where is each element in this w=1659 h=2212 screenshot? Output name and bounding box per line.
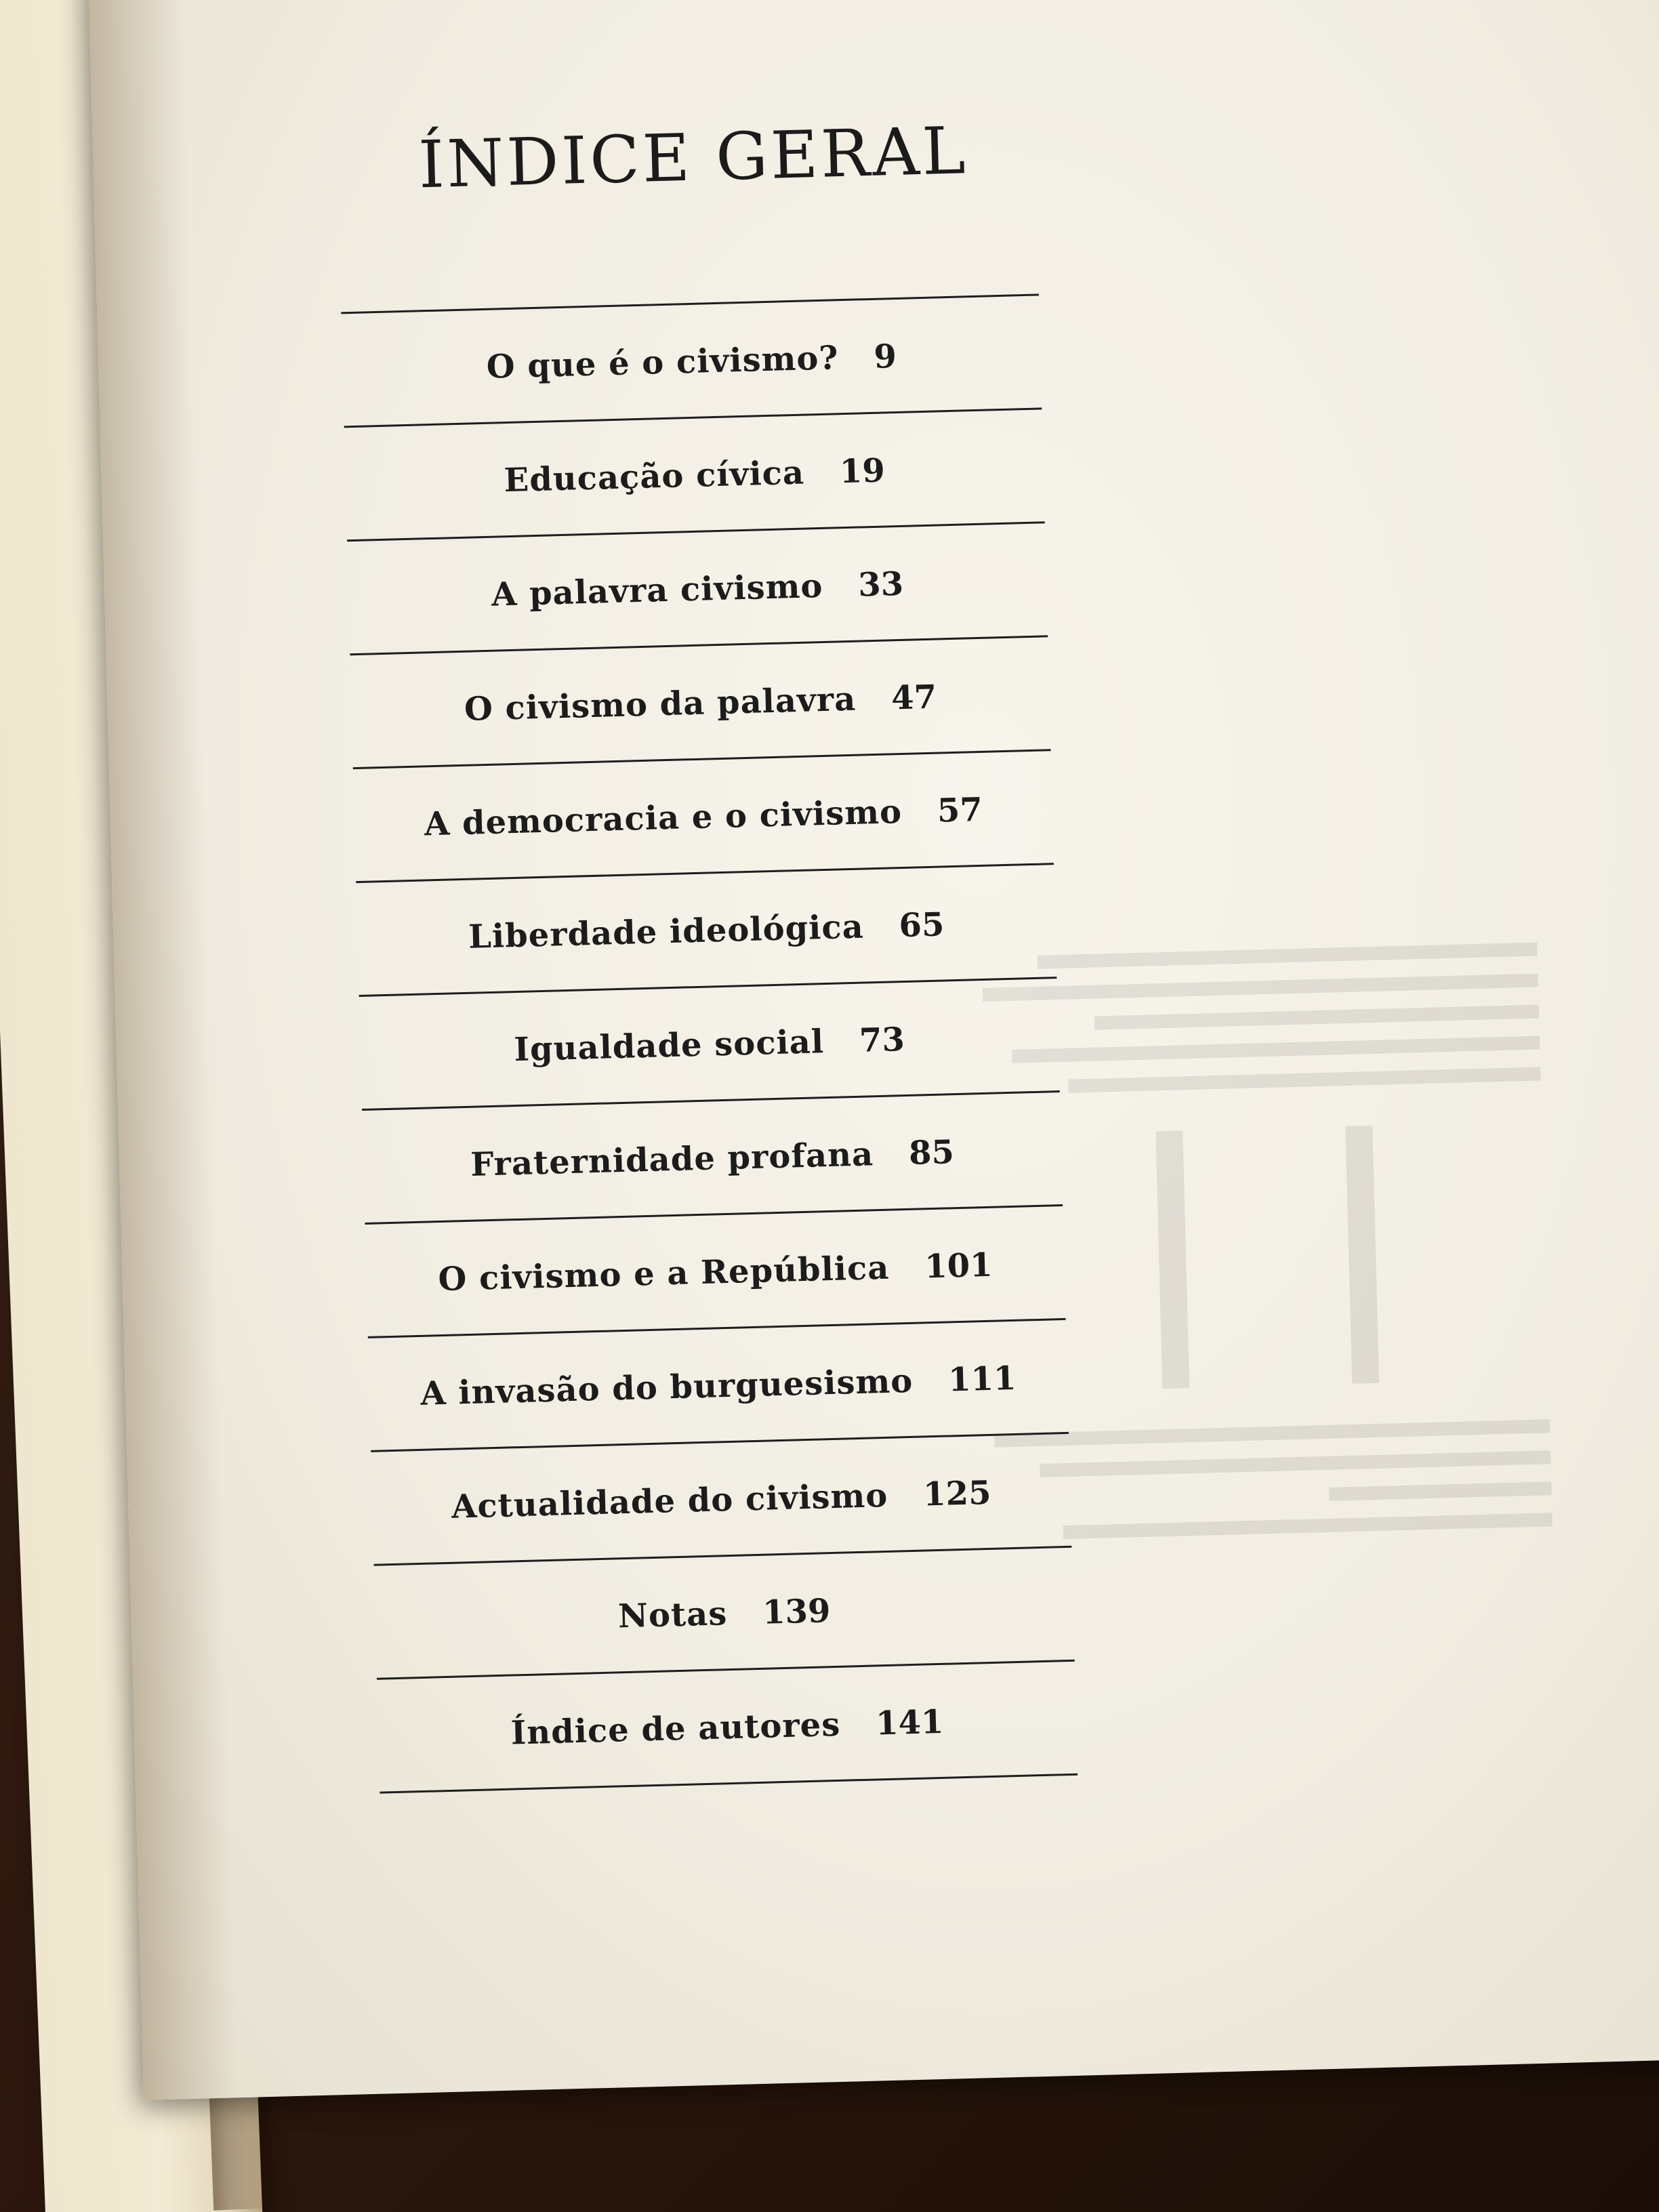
toc-entry-title: A democracia e o civismo [424,792,903,844]
toc-entry-page: 9 [873,337,897,376]
toc-entry [374,1548,1075,1680]
toc-entry [350,637,1050,769]
toc-entry-title: Liberdade ideológica [468,907,865,956]
toc-entry-title: O civismo e a República [437,1248,890,1299]
toc-entry-page: 111 [947,1359,1017,1399]
toc-entry [371,1434,1071,1566]
toc-entry-page: 65 [898,905,945,945]
toc-entry-title: O civismo da palavra [464,680,857,729]
page-title: ÍNDICE GERAL [417,112,969,203]
toc-entry-title: Índice de autores [510,1705,841,1753]
toc-entry-title: Actualidade do civismo [451,1476,889,1526]
toc-entry [368,1320,1069,1452]
toc-entry-page: 57 [937,790,983,830]
toc-entry [341,295,1042,428]
toc-entry-page: 85 [908,1133,955,1172]
toc-entry-page: 33 [857,565,904,605]
toc-entry-title: Fraternidade profana [470,1135,874,1184]
toc-entry-title: A palavra civismo [491,567,824,614]
toc-entry-page: 141 [875,1702,945,1743]
toc-entry [362,1092,1063,1225]
toc-entry-page: 19 [839,451,886,491]
toc-entry-page: 139 [762,1592,832,1632]
toc-entry [353,751,1054,883]
toc-entry-title: O que é o civismo? [486,339,840,386]
toc-entry [359,979,1060,1111]
toc-entry-title: Igualdade social [513,1023,825,1069]
toc-entry-page: 73 [859,1021,905,1060]
toc-entry-page: 47 [890,678,937,718]
toc-entry [377,1662,1078,1794]
toc-entry [344,409,1045,541]
toc-entry-page: 125 [922,1473,992,1514]
book-page [88,0,1659,2100]
toc-entry-title: A invasão do burguesismo [419,1361,914,1413]
toc-entry-page: 101 [924,1246,994,1286]
toc-entry-title: Notas [617,1595,728,1636]
toc-entry-title: Educação cívica [504,453,805,500]
toc-entry [365,1206,1065,1338]
toc-entry [347,523,1048,655]
toc-entry [356,865,1057,997]
table-of-contents [341,293,1105,1793]
